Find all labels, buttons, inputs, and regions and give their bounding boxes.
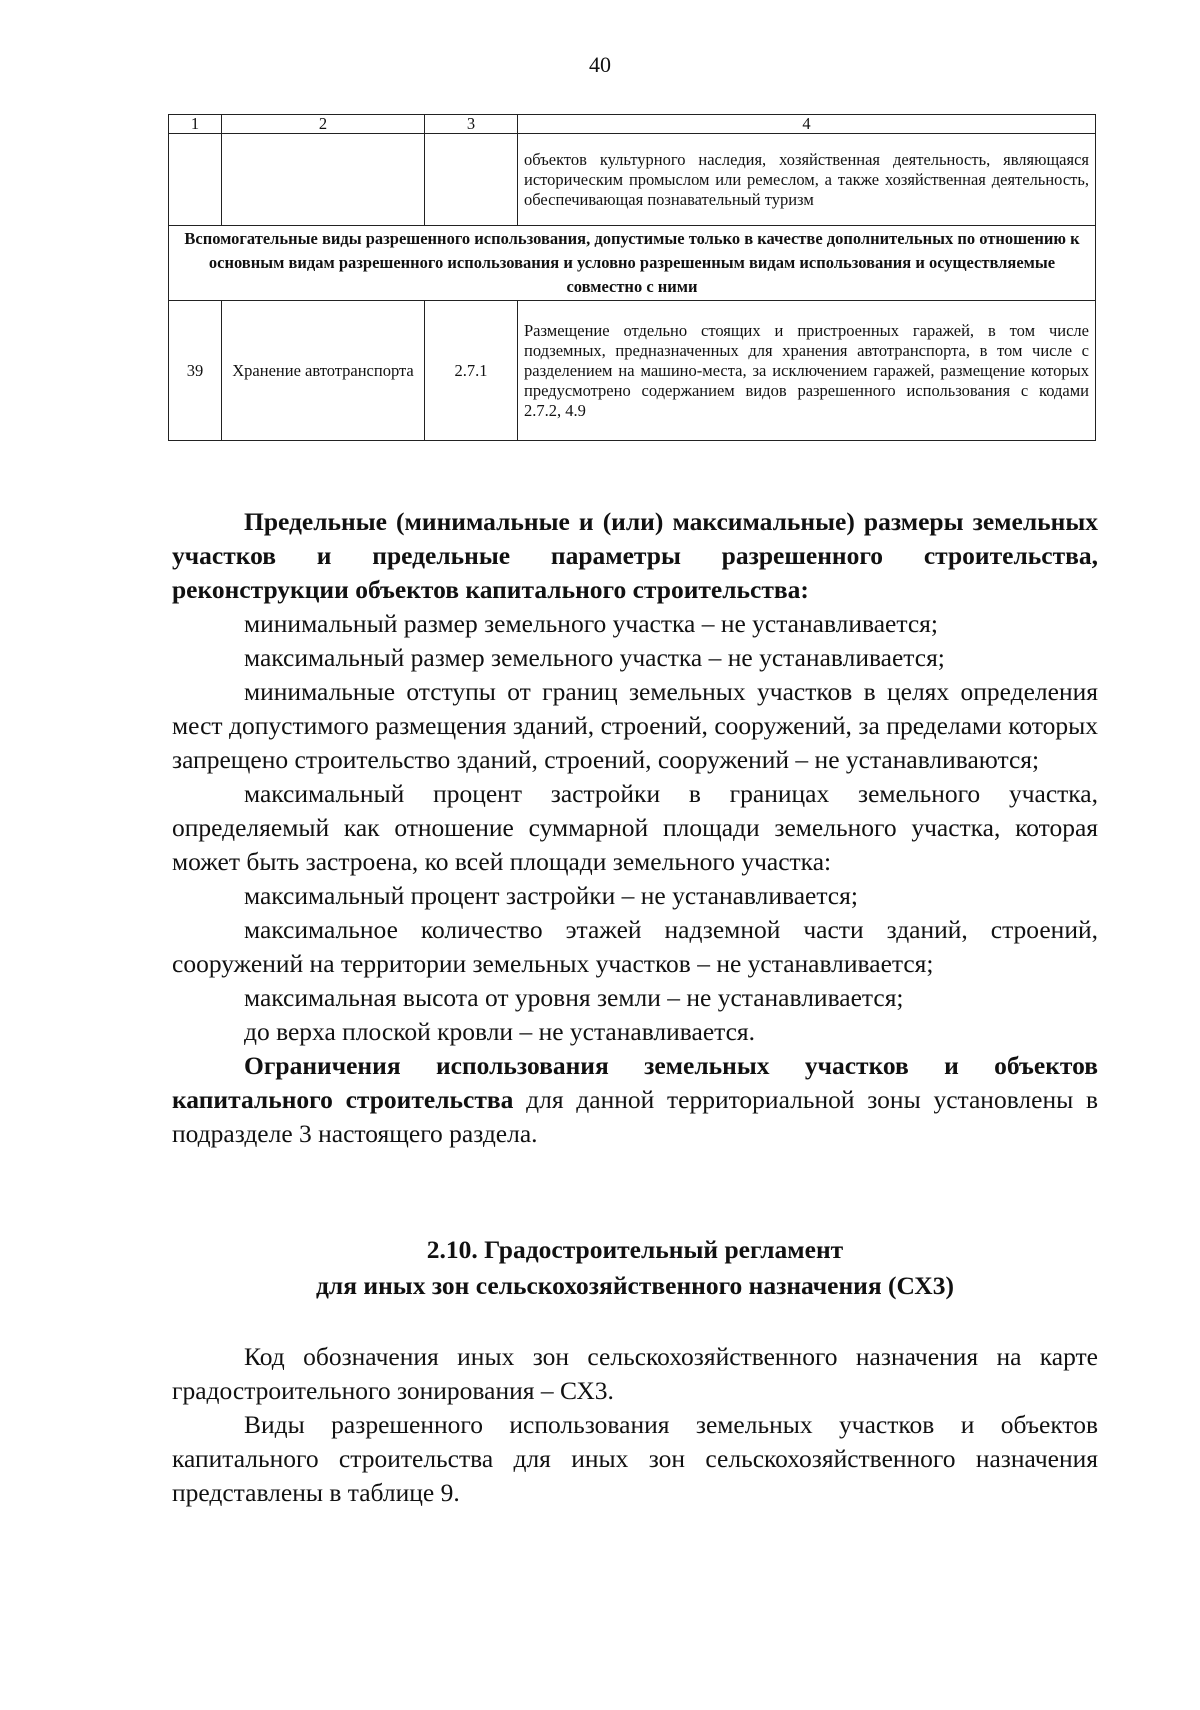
table-section-row [169,226,1096,301]
limit-item: минимальные отступы от границ земельных участков в целях определения мест допустимого размещения зданий, строений, сооружений, за пределами которых запрещено строительство зданий, строений, сооружений – не устанавливаются; [172,677,1098,774]
row-code: 2.7.1 [425,301,518,441]
table-row-continuation [169,134,1096,226]
section-body [172,1340,1098,1510]
empty-cell [169,134,222,226]
empty-cell [222,134,425,226]
limits-heading: Предельные (минимальные и (или) максимальные) размеры земельных участков и предельные параметры разрешенного строительства, реконструкции объектов капитального строительства: [172,507,1098,604]
header-cell-1: 1 [169,115,222,134]
limit-item: максимальный процент застройки в границах земельного участка, определяемый как отношение суммарной площади земельного участка, которая может быть застроена, ко всей площади земельного участка: [172,779,1098,876]
page-number: 40 [589,52,611,77]
continuation-text: объектов культурного наследия, хозяйственная деятельность, являющаяся историческим промыслом или ремеслом, а также хозяйственная деятельность, обеспечивающая познавательный туризм [518,134,1096,226]
section-heading [172,1232,1098,1304]
limit-item: максимальный процент застройки – не устанавливается; [244,881,858,910]
limits-section [172,505,1098,1151]
section-paragraph-2: Виды разрешенного использования земельных участков и объектов капитального строительства для иных зон сельскохозяйственного назначения представлены в таблице 9. [172,1410,1098,1507]
section-title-line-1: 2.10. Градостроительный регламент [426,1235,844,1264]
restrictions-rest: для данной территориальной зоны установлены в подразделе 3 настоящего раздела. [172,1085,1099,1148]
table-row [169,301,1096,441]
regulation-table [168,114,1096,441]
limit-item: максимальное количество этажей надземной части зданий, строений, сооружений на территории земельных участков – не устанавливается; [172,915,1098,978]
row-number: 39 [169,301,222,441]
restrictions-paragraph [172,1049,1098,1151]
table-header-row [169,115,1096,134]
restrictions-bold: Ограничения использования земельных участков и объектов капитального строительства [172,1051,1098,1114]
limit-item: минимальный размер земельного участка – не устанавливается; [244,609,938,638]
header-cell-3: 3 [425,115,518,134]
row-description: Размещение отдельно стоящих и пристроенных гаражей, в том числе подземных, предназначенных для хранения автотранспорта, в том числе с разделением на машино-места, за исключением гаражей, размещение которых предусмотрено содержанием видов разрешенного использования с кодами 2.7.2, 4.9 [518,301,1096,441]
limit-item: максимальная высота от уровня земли – не устанавливается; [244,983,904,1012]
empty-cell [425,134,518,226]
limit-item: максимальный размер земельного участка – не устанавливается; [244,643,945,672]
row-name: Хранение автотранспорта [222,301,425,441]
section-paragraph-1: Код обозначения иных зон сельскохозяйственного назначения на карте градостроительного зонирования – СХ3. [172,1342,1098,1405]
limit-item: до верха плоской кровли – не устанавливается. [244,1017,756,1046]
header-cell-4: 4 [518,115,1096,134]
section-title-line-2: для иных зон сельскохозяйственного назначения (СХ3) [316,1271,954,1300]
section-title-cell: Вспомогательные виды разрешенного использования, допустимые только в качестве дополнительных по отношению к основным видам разрешенного использования и условно разрешенным видам использования и осуществляемые совместно с ними [169,226,1096,301]
header-cell-2: 2 [222,115,425,134]
